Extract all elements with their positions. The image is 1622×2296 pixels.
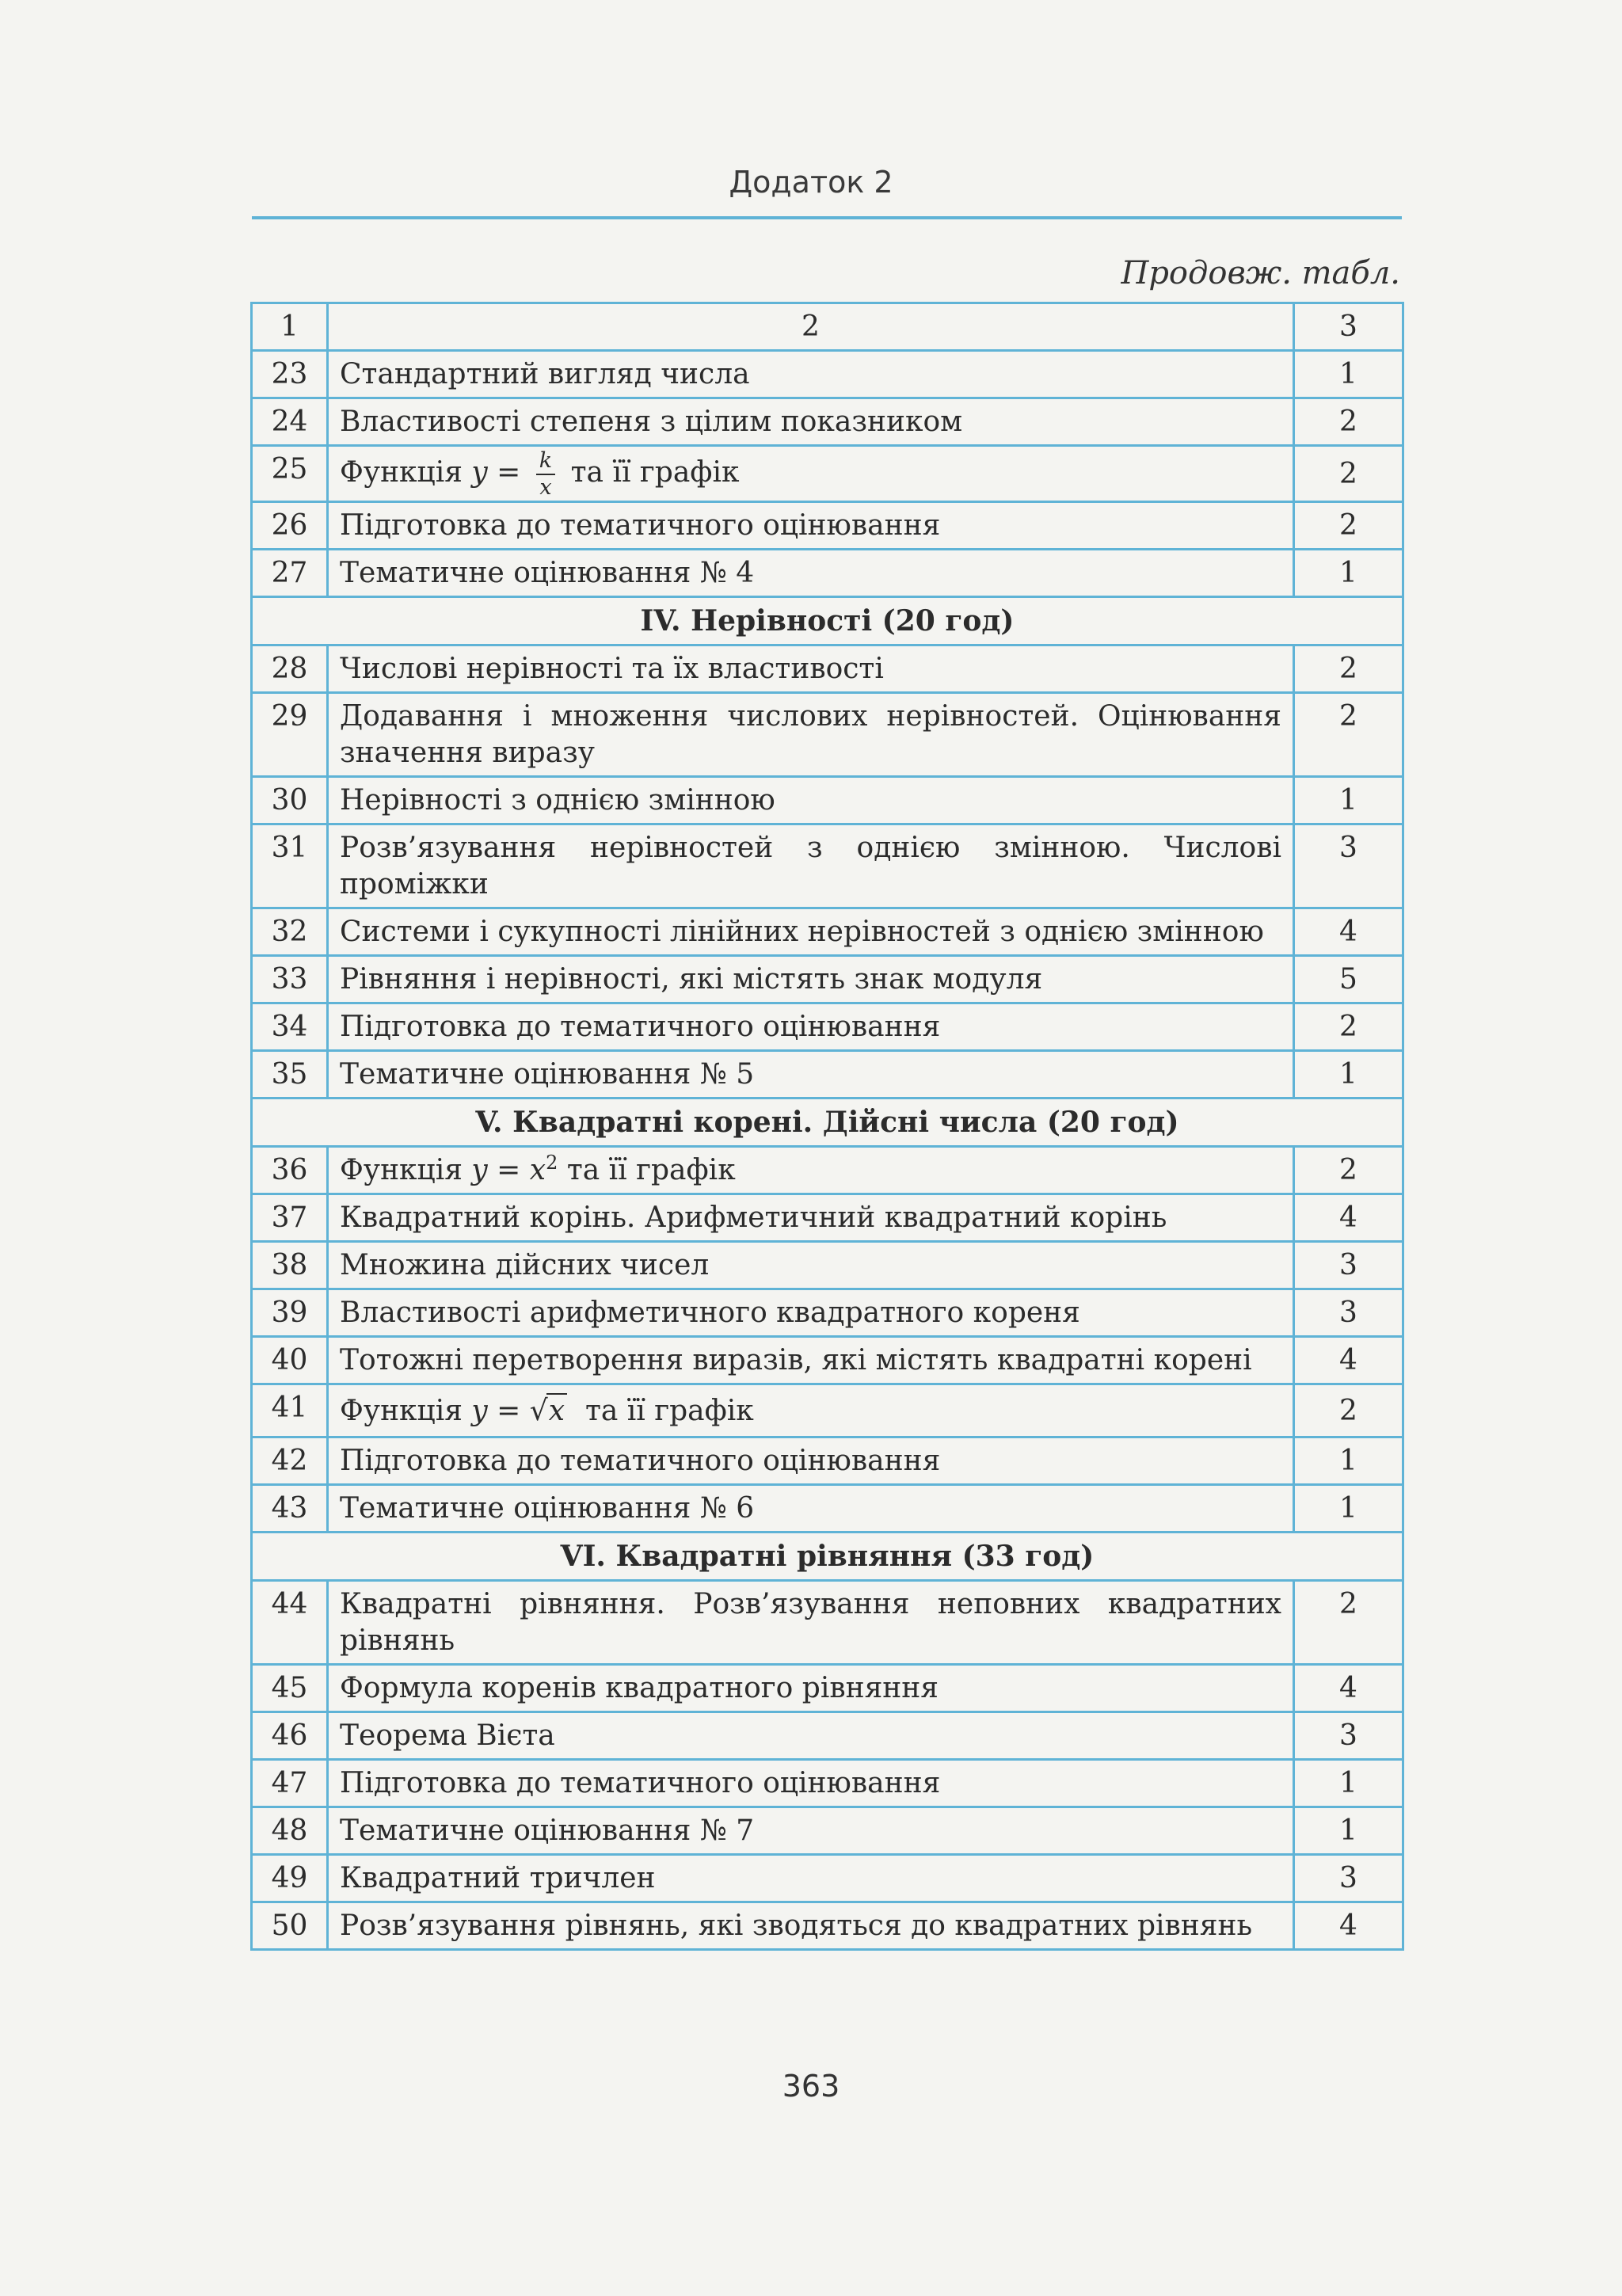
- section-title: IV. Нерівності (20 год): [252, 597, 1403, 645]
- table-continuation-label: Продовж. табл.: [1121, 255, 1400, 291]
- topic-prefix: Функція: [340, 1154, 463, 1186]
- lesson-number: 27: [252, 550, 328, 597]
- lesson-topic: Нерівності з однією змінною: [328, 777, 1294, 824]
- lesson-topic: Квадратні рівняння. Розв’язування неповних квадратних рівнянь: [328, 1581, 1294, 1665]
- lesson-number: 32: [252, 908, 328, 956]
- lesson-topic: Теорема Вієта: [328, 1712, 1294, 1760]
- table-row: [252, 1581, 1403, 1665]
- table-row: [252, 824, 1403, 908]
- header-col-1: 1: [252, 303, 328, 351]
- lesson-hours: 4: [1294, 1337, 1403, 1384]
- lesson-topic: Стандартний вигляд числа: [328, 351, 1294, 398]
- table-row: [252, 1902, 1403, 1950]
- lesson-hours: 2: [1294, 1003, 1403, 1051]
- lesson-hours: 4: [1294, 1902, 1403, 1950]
- lesson-hours: 3: [1294, 1855, 1403, 1902]
- lesson-topic-with-formula: [328, 446, 1294, 502]
- lesson-number: 34: [252, 1003, 328, 1051]
- lesson-number: 31: [252, 824, 328, 908]
- lesson-hours: 1: [1294, 550, 1403, 597]
- formula-equals: =: [487, 1395, 530, 1427]
- lesson-topic-with-formula: [328, 1147, 1294, 1194]
- table-row: [252, 502, 1403, 550]
- section-header-row: [252, 1533, 1403, 1581]
- topic-suffix: та її графік: [570, 456, 740, 489]
- lesson-number: 47: [252, 1760, 328, 1807]
- lesson-topic: Тотожні перетворення виразів, які містять квадратні корені: [328, 1337, 1294, 1384]
- table-row: [252, 645, 1403, 693]
- lesson-hours: 2: [1294, 398, 1403, 446]
- lesson-number: 23: [252, 351, 328, 398]
- lesson-hours: 2: [1294, 446, 1403, 502]
- lesson-number: 26: [252, 502, 328, 550]
- table-row: [252, 1003, 1403, 1051]
- table-row: [252, 1712, 1403, 1760]
- lesson-number: 35: [252, 1051, 328, 1099]
- lesson-hours: 1: [1294, 1760, 1403, 1807]
- running-head: Додаток 2: [729, 165, 893, 200]
- table-row: [252, 777, 1403, 824]
- lesson-hours: 1: [1294, 351, 1403, 398]
- lesson-hours: 4: [1294, 1194, 1403, 1242]
- lesson-topic: Множина дійсних чисел: [328, 1242, 1294, 1289]
- lesson-number: 46: [252, 1712, 328, 1760]
- formula-y: y: [471, 1154, 488, 1186]
- page-number: 363: [782, 2069, 840, 2104]
- lesson-hours: 4: [1294, 1665, 1403, 1712]
- lesson-topic: Властивості степеня з цілим показником: [328, 398, 1294, 446]
- lesson-topic: Тематичне оцінювання № 4: [328, 550, 1294, 597]
- topic-suffix: та її графік: [566, 1154, 736, 1186]
- lesson-hours: 3: [1294, 824, 1403, 908]
- lesson-number: 44: [252, 1581, 328, 1665]
- table-row: [252, 1855, 1403, 1902]
- lesson-topic: Підготовка до тематичного оцінювання: [328, 502, 1294, 550]
- lesson-topic: Розв’язування рівнянь, які зводяться до квадратних рівнянь: [328, 1902, 1294, 1950]
- lesson-number: 36: [252, 1147, 328, 1194]
- lesson-topic: Рівняння і нерівності, які містять знак модуля: [328, 956, 1294, 1003]
- table-row: [252, 1485, 1403, 1533]
- lesson-hours: 2: [1294, 1147, 1403, 1194]
- topic-prefix: Функція: [340, 456, 463, 489]
- table-row: [252, 956, 1403, 1003]
- topic-prefix: Функція: [340, 1395, 463, 1427]
- table-row: [252, 1242, 1403, 1289]
- lesson-topic: Тематичне оцінювання № 7: [328, 1807, 1294, 1855]
- lesson-hours: 3: [1294, 1712, 1403, 1760]
- lesson-hours: 2: [1294, 1581, 1403, 1665]
- lesson-number: 43: [252, 1485, 328, 1533]
- table-row: [252, 1289, 1403, 1337]
- section-title: VI. Квадратні рівняння (33 год): [252, 1533, 1403, 1581]
- radical-sign: √: [529, 1395, 548, 1427]
- lesson-hours: 3: [1294, 1289, 1403, 1337]
- formula-exponent: 2: [546, 1152, 558, 1174]
- formula-y: y: [471, 1395, 488, 1427]
- header-col-2: 2: [328, 303, 1294, 351]
- lesson-number: 30: [252, 777, 328, 824]
- table-row: [252, 1384, 1403, 1437]
- lesson-hours: 4: [1294, 908, 1403, 956]
- lesson-topic-with-formula: [328, 1384, 1294, 1437]
- lesson-number: 39: [252, 1289, 328, 1337]
- radicand: x: [546, 1393, 567, 1427]
- lesson-topic: Тематичне оцінювання № 6: [328, 1485, 1294, 1533]
- lesson-number: 45: [252, 1665, 328, 1712]
- section-header-row: [252, 1099, 1403, 1147]
- lesson-hours: 1: [1294, 777, 1403, 824]
- lesson-hours: 1: [1294, 1807, 1403, 1855]
- header-rule: [252, 216, 1402, 219]
- lesson-number: 42: [252, 1437, 328, 1485]
- fraction-denominator: x: [539, 475, 552, 500]
- lesson-hours: 1: [1294, 1437, 1403, 1485]
- table-row: [252, 550, 1403, 597]
- formula-y: y: [471, 456, 488, 489]
- lesson-hours: 1: [1294, 1485, 1403, 1533]
- table-row: [252, 1147, 1403, 1194]
- table-row: [252, 398, 1403, 446]
- table-row: [252, 351, 1403, 398]
- table-row: [252, 1337, 1403, 1384]
- topic-suffix: та її графік: [584, 1395, 754, 1427]
- fraction-k-over-x: [536, 448, 555, 501]
- lesson-number: 49: [252, 1855, 328, 1902]
- table-row: [252, 693, 1403, 777]
- lesson-hours: 3: [1294, 1242, 1403, 1289]
- lesson-topic: Тематичне оцінювання № 5: [328, 1051, 1294, 1099]
- lesson-topic: Розв’язування нерівностей з однією змінною. Числові проміжки: [328, 824, 1294, 908]
- formula-equals: =: [487, 1154, 530, 1186]
- table-row: [252, 446, 1403, 502]
- lesson-topic: Додавання і множення числових нерівностей. Оцінювання значення виразу: [328, 693, 1294, 777]
- lesson-number: 28: [252, 645, 328, 693]
- lesson-hours: 2: [1294, 502, 1403, 550]
- lesson-plan-table: [250, 302, 1404, 1951]
- lesson-hours: 2: [1294, 1384, 1403, 1437]
- lesson-topic: Числові нерівності та їх властивості: [328, 645, 1294, 693]
- lesson-topic: Підготовка до тематичного оцінювання: [328, 1437, 1294, 1485]
- header-col-3: 3: [1294, 303, 1403, 351]
- lesson-hours: 2: [1294, 645, 1403, 693]
- lesson-number: 41: [252, 1384, 328, 1437]
- lesson-topic: Квадратний тричлен: [328, 1855, 1294, 1902]
- lesson-topic: Властивості арифметичного квадратного кореня: [328, 1289, 1294, 1337]
- lesson-hours: 2: [1294, 693, 1403, 777]
- table-row: [252, 908, 1403, 956]
- formula-x: x: [529, 1154, 546, 1186]
- lesson-number: 25: [252, 446, 328, 502]
- lesson-hours: 1: [1294, 1051, 1403, 1099]
- lesson-topic: Підготовка до тематичного оцінювання: [328, 1760, 1294, 1807]
- lesson-number: 50: [252, 1902, 328, 1950]
- table-row: [252, 1665, 1403, 1712]
- lesson-topic: Підготовка до тематичного оцінювання: [328, 1003, 1294, 1051]
- lesson-number: 48: [252, 1807, 328, 1855]
- lesson-number: 24: [252, 398, 328, 446]
- lesson-topic: Формула коренів квадратного рівняння: [328, 1665, 1294, 1712]
- lesson-topic: Квадратний корінь. Арифметичний квадратний корінь: [328, 1194, 1294, 1242]
- formula-equals: =: [487, 456, 521, 489]
- fraction-numerator: k: [536, 448, 555, 475]
- section-title: V. Квадратні корені. Дійсні числа (20 год): [252, 1099, 1403, 1147]
- lesson-topic: Системи і сукупності лінійних нерівностей з однією змінною: [328, 908, 1294, 956]
- lesson-number: 33: [252, 956, 328, 1003]
- lesson-number: 40: [252, 1337, 328, 1384]
- table-row: [252, 1051, 1403, 1099]
- section-header-row: [252, 597, 1403, 645]
- lesson-number: 37: [252, 1194, 328, 1242]
- lesson-number: 29: [252, 693, 328, 777]
- table-header-row: [252, 303, 1403, 351]
- table-row: [252, 1760, 1403, 1807]
- lesson-number: 38: [252, 1242, 328, 1289]
- table-row: [252, 1194, 1403, 1242]
- lesson-hours: 5: [1294, 956, 1403, 1003]
- table-row: [252, 1807, 1403, 1855]
- square-root: [530, 1393, 567, 1430]
- table-row: [252, 1437, 1403, 1485]
